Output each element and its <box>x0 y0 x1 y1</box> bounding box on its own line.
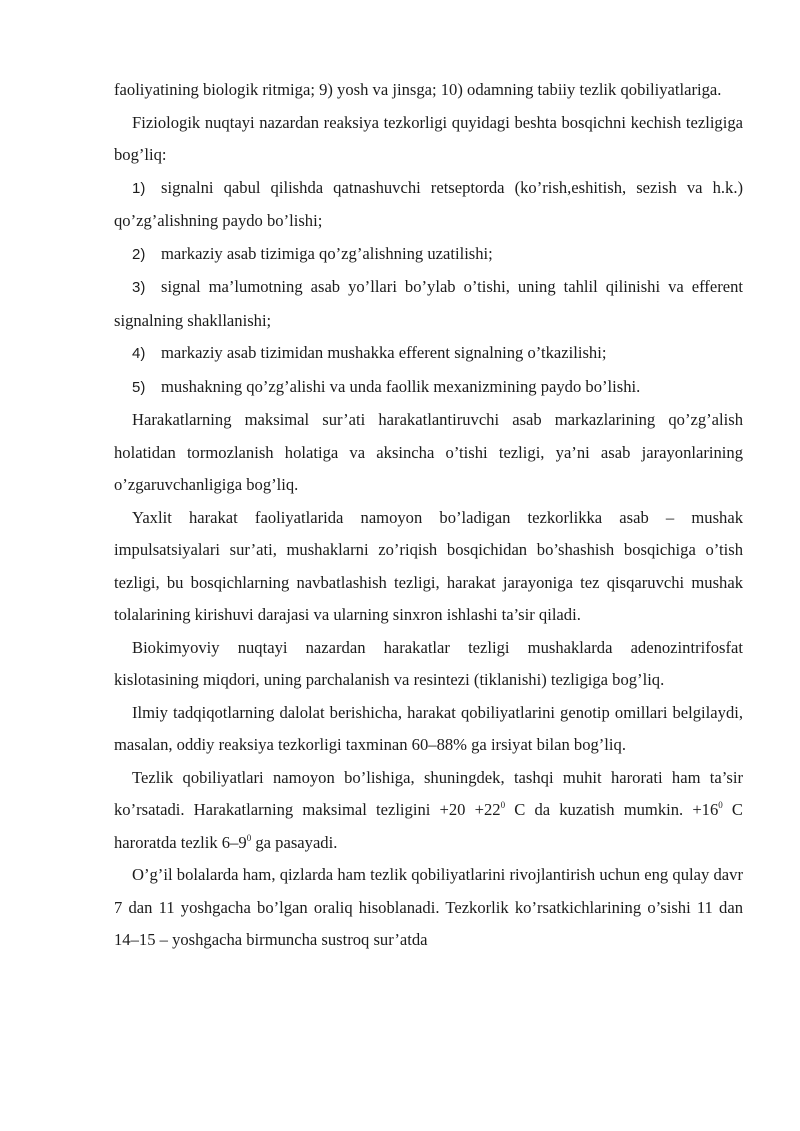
temperature-text-b: C da kuzatish mumkin. +16 <box>505 800 719 819</box>
temperature-text-d: ga pasayadi. <box>251 832 338 852</box>
paragraph-holistic-activity: Yaxlit harakat faoliyatlarida namoyon bo’ladigan tezkorlikka asab – mushak impulsatsiyalari sur’ati, mushaklarni zo’riqish bosqichidan bo’shashish bosqichiga o’tish tezligi, bu bosqichlarning navbatlashish tezligi, harakat jarayoniga tez qisqaruvchi mushak tolalarining kirishuvi darajasi va ularning sinxron ishlashi ta’sir qiladi. <box>114 507 743 624</box>
list-item <box>114 371 743 405</box>
list-item <box>114 271 743 337</box>
paragraph-temperature <box>114 762 743 860</box>
paragraph-physiological: Fiziologik nuqtayi nazardan reaksiya tezkorligi quyidagi beshta bosqichni kechish tezligiga bog’liq: <box>114 112 743 164</box>
list-item-number: 1) <box>132 179 146 197</box>
list-item-text: markaziy asab tizimiga qo’zg’alishning uzatilishi; <box>161 243 493 263</box>
list-item <box>114 337 743 371</box>
temperature-text-a: Tezlik qobiliyatlari namoyon bo’lishiga, shuningdek, tashqi muhit harorati ham ta’sir ko’rsatadi. Harakatlarning maksimal tezligini +20 +22 <box>114 767 743 819</box>
list-item-text: signal ma’lumotning asab yo’llari bo’ylab o’tishi, uning tahlil qilinishi va efferent signalning shakllanishi; <box>114 277 743 330</box>
paragraph-genotype: Ilmiy tadqiqotlarning dalolat berishicha, harakat qobiliyatlarini genotip omillari belgilaydi, masalan, oddiy reaksiya tezkorligi taxminan 60–88% ga irsiyat bilan bog’liq. <box>114 702 743 754</box>
document-page <box>114 74 743 957</box>
paragraph-biochemical: Biokimyoviy nuqtayi nazardan harakatlar tezligi mushaklarda adenozintrifosfat kislotasining miqdori, uning parchalanish va resintezi (tiklanishi) tezligiga bog’liq. <box>114 637 743 689</box>
degree-superscript: 0 <box>500 800 506 810</box>
list-item-text: mushakning qo’zg’alishi va unda faollik mexanizmining paydo bo’lishi. <box>161 376 641 396</box>
list-item <box>114 238 743 272</box>
temperature-text-c: C haroratda tezlik 6–9 <box>114 800 744 852</box>
list-item-text: signalni qabul qilishda qatnashuvchi retseptorda (ko’rish,eshitish, sezish va h.k.) qo’zg’alishning paydo bo’lishi; <box>114 177 743 230</box>
list-item-number: 2) <box>132 245 146 263</box>
list-item-number: 3) <box>132 279 146 296</box>
list-item-number: 4) <box>132 345 146 362</box>
list-item-number: 5) <box>132 378 146 396</box>
paragraph-continuation: faoliyatining biologik ritmiga; 9) yosh va jinsga; 10) odamning tabiiy tezlik qobiliyatlariga. <box>114 80 722 99</box>
degree-superscript: 0 <box>718 800 723 810</box>
paragraph-age-period: O’g’il bolalarda ham, qizlarda ham tezlik qobiliyatlarini rivojlantirish uchun eng qulay davr 7 dan 11 yoshgacha bo’lgan oraliq hisoblanadi. Tezkorlik ko’rsatkichlarining o’sishi 11 dan 14–15 – yoshgacha birmuncha sustroq sur’atda <box>114 865 743 949</box>
paragraph-movement-rate: Harakatlarning maksimal sur’ati harakatlantiruvchi asab markazlarining qo’zg’alish holatidan tormozlanish holatiga va aksincha o’tishi tezligi, ya’ni asab jarayonlarining o’zgaruvchanligiga bog’liq. <box>114 410 743 494</box>
list-item <box>114 172 743 238</box>
list-item-text: markaziy asab tizimidan mushakka efferent signalning o’tkazilishi; <box>161 343 607 362</box>
degree-superscript: 0 <box>246 832 252 843</box>
stages-list <box>114 172 743 405</box>
